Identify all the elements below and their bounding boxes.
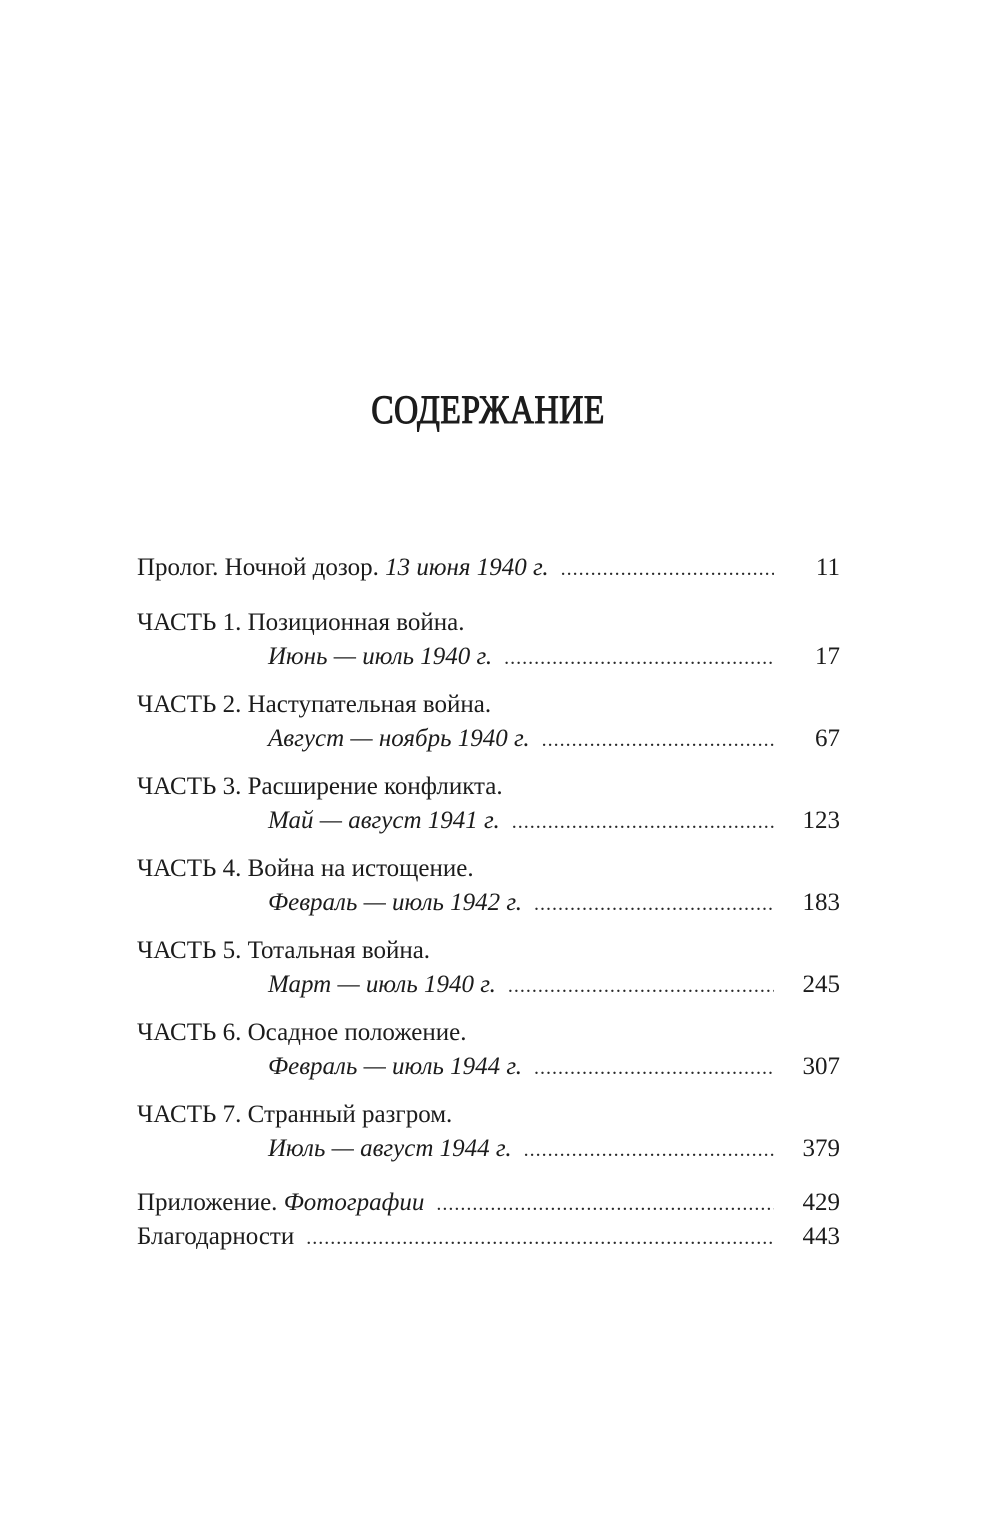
page-number: 429: [802, 1189, 840, 1216]
part-label: ЧАСТЬ 7.: [137, 1101, 242, 1128]
toc-line: [137, 968, 840, 1002]
part-label: ЧАСТЬ 3.: [137, 773, 242, 800]
part-label: ЧАСТЬ 1.: [137, 609, 242, 636]
page-number: 307: [802, 1053, 840, 1080]
part-dates: Февраль — июль 1944 г.: [268, 1053, 523, 1080]
toc-line: [137, 886, 840, 920]
part-label: ЧАСТЬ 6.: [137, 1019, 242, 1046]
page-number: 123: [802, 807, 840, 834]
toc-line: [137, 1098, 840, 1132]
toc-line: [137, 606, 840, 640]
appendix-name: Фотографии: [283, 1189, 425, 1216]
page-number: 67: [815, 725, 840, 752]
page-number: 443: [802, 1223, 840, 1250]
part-dates: Март — июль 1940 г.: [268, 971, 496, 998]
part-label: ЧАСТЬ 5.: [137, 937, 242, 964]
part-name: Война на истощение.: [247, 855, 474, 882]
part-name: Осадное положение.: [247, 1019, 467, 1046]
toc-entry-part[interactable]: [137, 1098, 840, 1166]
toc-line: [137, 1016, 840, 1050]
entry-title: [137, 1016, 466, 1050]
entry-title: [137, 770, 503, 804]
page-title: СОДЕРЖАНИЕ: [371, 387, 605, 432]
toc-line: [137, 688, 840, 722]
toc-entry-part[interactable]: [137, 934, 840, 1002]
toc-entry-part[interactable]: [137, 770, 840, 838]
page-number: 11: [815, 554, 840, 581]
toc-line: [137, 722, 840, 756]
part-label: ЧАСТЬ 4.: [137, 855, 242, 882]
dot-leader: [561, 552, 774, 586]
entry-title: [137, 688, 491, 722]
part-dates: Май — август 1941 г.: [268, 807, 500, 834]
dot-leader: [534, 1051, 774, 1085]
dot-leader: [542, 723, 774, 757]
part-name: Странный разгром.: [247, 1101, 453, 1128]
toc-line: [137, 1050, 840, 1084]
dot-leader: [504, 641, 774, 675]
part-name: Позиционная война.: [247, 609, 465, 636]
toc-entry-part[interactable]: [137, 1016, 840, 1084]
toc-line: [137, 934, 840, 968]
entry-title: [137, 852, 474, 886]
part-label: ЧАСТЬ 2.: [137, 691, 242, 718]
page-number: 183: [802, 889, 840, 916]
entry-title: [137, 606, 465, 640]
dot-leader: [436, 1187, 774, 1221]
dot-leader: [534, 887, 774, 921]
dot-leader: [508, 969, 774, 1003]
toc-line: [137, 852, 840, 886]
dot-leader: [512, 805, 774, 839]
appendix-label: Приложение.: [137, 1189, 278, 1216]
toc-line: [137, 770, 840, 804]
page-number: 17: [815, 643, 840, 670]
toc-entry-appendix[interactable]: [137, 1186, 840, 1220]
toc-line: [137, 640, 840, 674]
toc-line: [137, 551, 840, 585]
acknowledgements-label: Благодарности: [137, 1223, 295, 1250]
prologue-label: Пролог. Ночной дозор.: [137, 554, 379, 581]
entry-title: [137, 1186, 424, 1220]
part-dates: Август — ноябрь 1940 г.: [268, 725, 530, 752]
prologue-date: 13 июня 1940 г.: [385, 554, 549, 581]
part-dates: Июль — август 1944 г.: [268, 1135, 512, 1162]
dot-leader: [524, 1133, 774, 1167]
part-dates: Июнь — июль 1940 г.: [268, 643, 493, 670]
toc-backmatter: [137, 1186, 840, 1254]
toc-entry-acknowledgements[interactable]: [137, 1220, 840, 1254]
parts-list: [137, 606, 840, 1166]
part-dates: Февраль — июль 1942 г.: [268, 889, 523, 916]
toc-line: [137, 804, 840, 838]
part-name: Расширение конфликта.: [247, 773, 503, 800]
page-number: 379: [802, 1135, 840, 1162]
entry-title: [137, 934, 430, 968]
part-name: Наступательная война.: [247, 691, 492, 718]
page-number: 245: [802, 971, 840, 998]
toc-line: [137, 1132, 840, 1166]
toc-entry-part[interactable]: [137, 852, 840, 920]
toc-entry-part[interactable]: [137, 688, 840, 756]
entry-title: [137, 551, 549, 585]
toc-entry-part[interactable]: [137, 606, 840, 674]
dot-leader: [306, 1221, 774, 1255]
entry-title: [137, 1098, 452, 1132]
toc-entry-prologue[interactable]: [137, 551, 840, 585]
part-name: Тотальная война.: [247, 937, 431, 964]
table-of-contents: [137, 551, 840, 1254]
